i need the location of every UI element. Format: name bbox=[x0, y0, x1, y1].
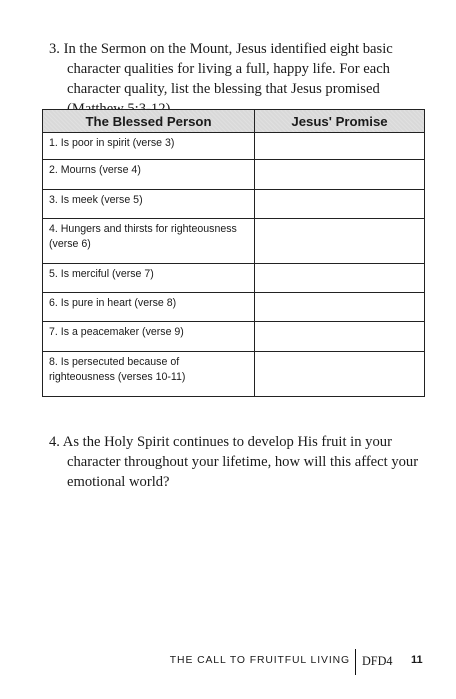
promise-answer-cell[interactable] bbox=[255, 352, 425, 397]
question-4-number: 4. bbox=[49, 434, 60, 450]
book-code: DFD4 bbox=[362, 654, 393, 668]
blessed-person-cell: 7. Is a peacemaker (verse 9) bbox=[43, 322, 255, 352]
table-row bbox=[43, 293, 425, 322]
table-row bbox=[43, 264, 425, 293]
question-3-number: 3. bbox=[49, 41, 60, 57]
page-footer bbox=[0, 649, 456, 679]
blessed-person-cell: 3. Is meek (verse 5) bbox=[43, 190, 255, 219]
table-row bbox=[43, 322, 425, 352]
table-row bbox=[43, 352, 425, 397]
header-blessed-person: The Blessed Person bbox=[43, 110, 255, 133]
promise-answer-cell[interactable] bbox=[255, 264, 425, 293]
table-row bbox=[43, 133, 425, 160]
blessed-person-cell: 8. Is persecuted because of righteousness (verses 10-11) bbox=[43, 352, 255, 397]
page-number: 11 bbox=[411, 654, 423, 666]
header-jesus-promise: Jesus' Promise bbox=[255, 110, 425, 133]
running-title: THE CALL TO FRUITFUL LIVING bbox=[169, 655, 350, 666]
promise-answer-cell[interactable] bbox=[255, 293, 425, 322]
question-4 bbox=[49, 432, 429, 492]
blessed-person-cell: 4. Hungers and thirsts for righteousness (verse 6) bbox=[43, 219, 255, 264]
question-3-text: In the Sermon on the Mount, Jesus identified eight basic character qualities for living a full, happy life. For each character quality, list the blessing that Jesus promised bbox=[63, 41, 393, 97]
blessed-person-cell: 1. Is poor in spirit (verse 3) bbox=[43, 133, 255, 160]
blessed-person-cell: 2. Mourns (verse 4) bbox=[43, 160, 255, 190]
promise-answer-cell[interactable] bbox=[255, 322, 425, 352]
blessed-person-cell: 5. Is merciful (verse 7) bbox=[43, 264, 255, 293]
question-4-text: As the Holy Spirit continues to develop His fruit in your character throughout your lifetime, how will this affect your emotional world? bbox=[62, 434, 419, 490]
promise-answer-cell[interactable] bbox=[255, 219, 425, 264]
table-header-row bbox=[43, 110, 425, 133]
question-3 bbox=[49, 39, 429, 119]
footer-divider bbox=[355, 649, 356, 675]
promise-answer-cell[interactable] bbox=[255, 190, 425, 219]
promise-answer-cell[interactable] bbox=[255, 133, 425, 160]
table-row bbox=[43, 190, 425, 219]
promise-answer-cell[interactable] bbox=[255, 160, 425, 190]
blessed-person-cell: 6. Is pure in heart (verse 8) bbox=[43, 293, 255, 322]
table-row bbox=[43, 160, 425, 190]
table-row bbox=[43, 219, 425, 264]
beatitudes-table bbox=[42, 109, 425, 397]
